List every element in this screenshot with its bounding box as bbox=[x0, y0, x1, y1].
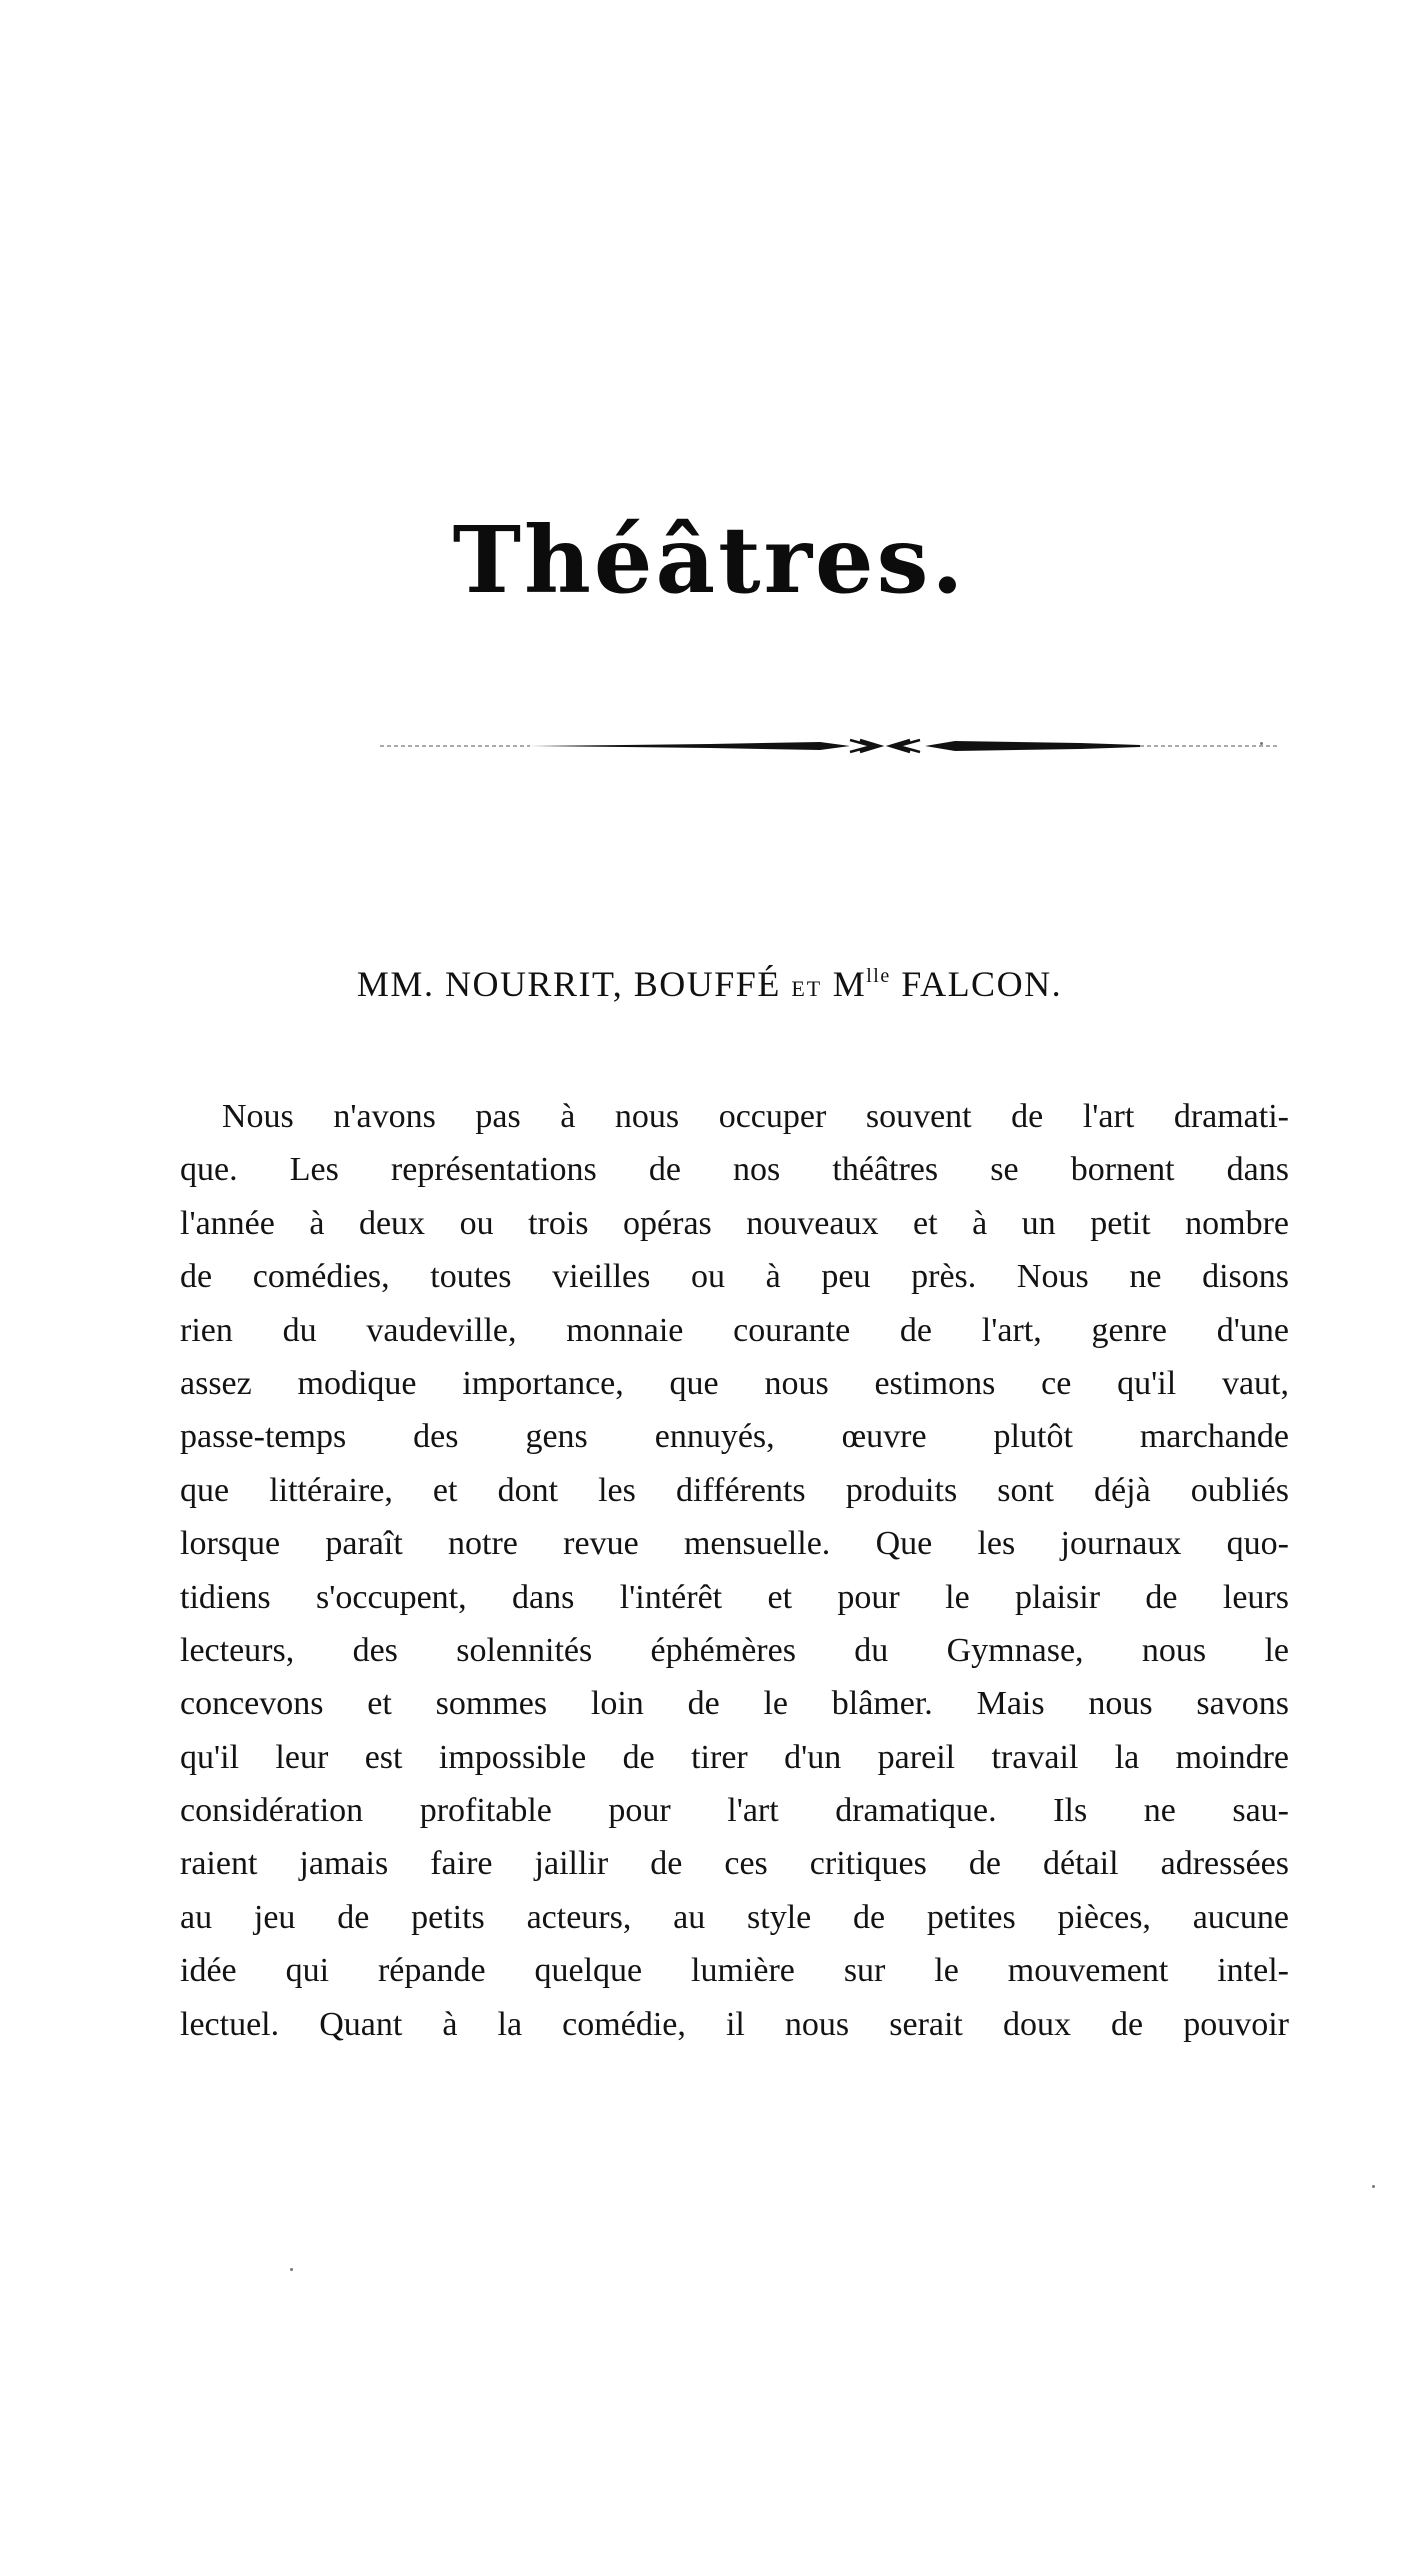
text-line: concevons et sommes loin de le blâmer. Mais nous savons bbox=[180, 1685, 1289, 1723]
text-line: considération profitable pour l'art dramatique. Ils ne sau- bbox=[180, 1792, 1289, 1830]
page-title: Théâtres. bbox=[452, 506, 967, 614]
text-line: lecteurs, des solennités éphémères du Gymnase, nous le bbox=[180, 1631, 1289, 1669]
article-heading bbox=[0, 952, 1419, 1013]
text-line: idée qui répande quelque lumière sur le mouvement intel- bbox=[180, 1952, 1289, 1990]
text-line: Nous n'avons pas à nous occuper souvent de l'art dramati- bbox=[222, 1098, 1289, 1135]
paper-speck bbox=[1372, 2185, 1375, 2188]
decorative-divider bbox=[380, 728, 1280, 764]
text-line: lorsque paraît notre revue mensuelle. Que les journaux quo- bbox=[180, 1525, 1289, 1563]
text-line: de comédies, toutes vieilles ou à peu près. Nous ne disons bbox=[180, 1258, 1289, 1296]
heading-last-name: FALCON. bbox=[901, 964, 1063, 1004]
paper-speck bbox=[1260, 742, 1263, 745]
text-line: que littéraire, et dont les différents produits sont déjà oubliés bbox=[180, 1471, 1289, 1509]
heading-names: MM. NOURRIT, BOUFFÉ bbox=[356, 964, 781, 1004]
heading-conjunction: ET bbox=[791, 976, 823, 1001]
text-line: tidiens s'occupent, dans l'intérêt et pour le plaisir de leurs bbox=[180, 1578, 1289, 1616]
text-line: au jeu de petits acteurs, au style de petites pièces, aucune bbox=[180, 1898, 1289, 1936]
text-line: assez modique importance, que nous estimons ce qu'il vaut, bbox=[180, 1364, 1289, 1402]
text-line: qu'il leur est impossible de tirer d'un pareil travail la moindre bbox=[180, 1738, 1289, 1776]
heading-mlle: $M^{lle}$ bbox=[832, 964, 891, 1004]
article-body bbox=[180, 1090, 1289, 2051]
text-line: raient jamais faire jaillir de ces critiques de détail adressées bbox=[180, 1845, 1289, 1883]
paper-speck bbox=[290, 2268, 293, 2271]
text-line: l'année à deux ou trois opéras nouveaux et à un petit nombre bbox=[180, 1204, 1289, 1242]
text-line: lectuel. Quant à la comédie, il nous serait doux de pouvoir bbox=[180, 2005, 1289, 2043]
text-line: rien du vaudeville, monnaie courante de l'art, genre d'une bbox=[180, 1311, 1289, 1349]
text-line: que. Les représentations de nos théâtres se bornent dans bbox=[180, 1151, 1289, 1189]
text-line: passe-temps des gens ennuyés, œuvre plutôt marchande bbox=[180, 1418, 1289, 1456]
